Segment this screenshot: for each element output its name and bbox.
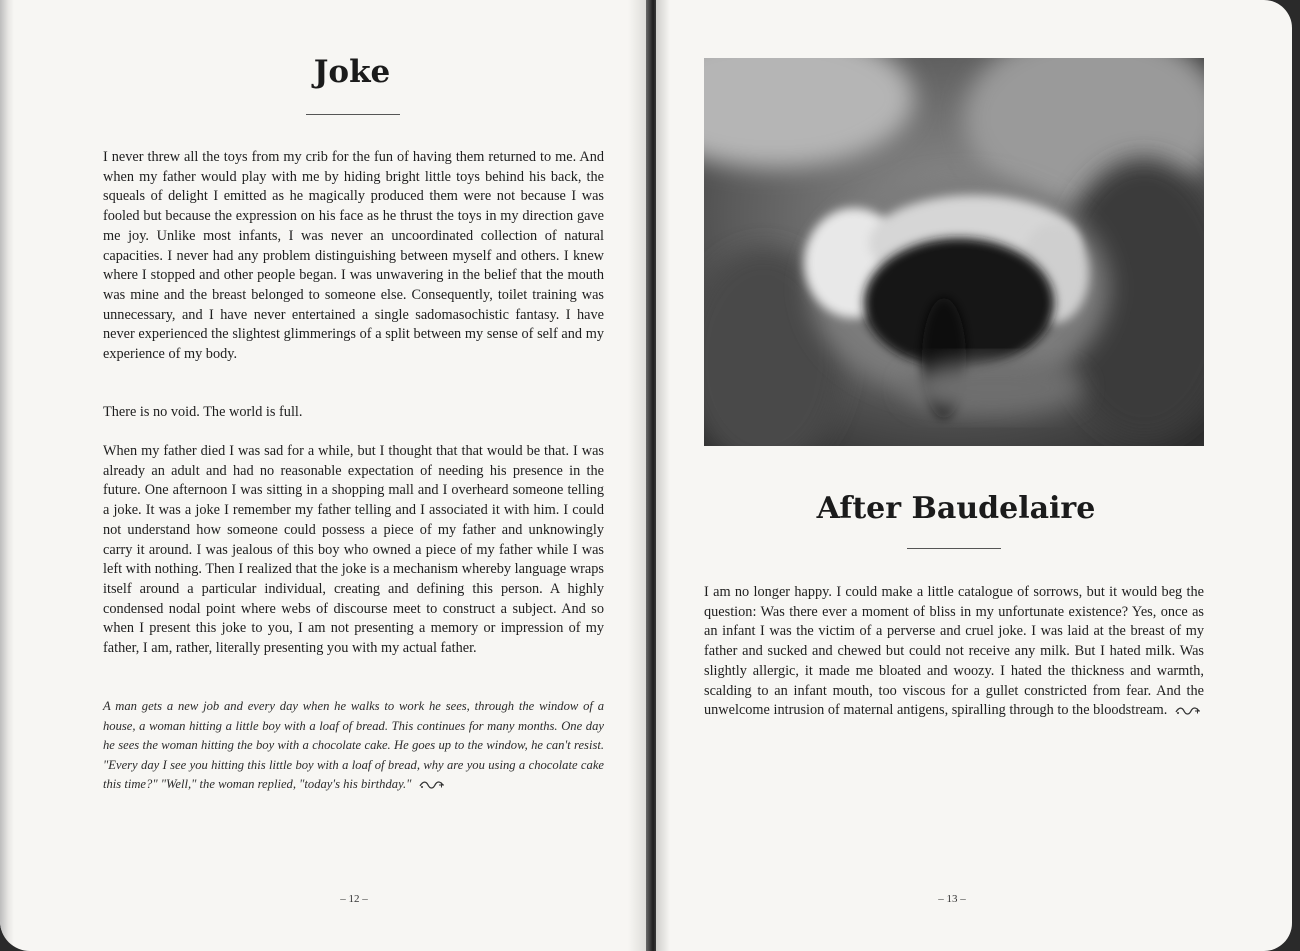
page-number: – 12 –	[340, 893, 368, 905]
joke-text-body: A man gets a new job and every day when he walks to work he sees, through the window of a house, a woman hitting a little boy with a loaf of bread. This continues for many months. One day he sees the woman hitting the boy with a chocolate cake. He goes up to the window, he can't resist. "Every day I see you hitting this little boy with a loaf of bread, why are you using a chocolate cake this time?" "Well," the woman replied, "today's his birthday."	[103, 699, 604, 792]
ornament-end-icon	[1175, 706, 1201, 716]
right-page	[656, 0, 1292, 951]
title-divider	[907, 548, 1001, 549]
blurred-mouth-photo	[704, 58, 1204, 446]
page-title: Joke	[313, 54, 391, 90]
joke-text	[103, 697, 604, 795]
page-title: After Baudelaire	[816, 491, 1096, 526]
body-paragraph: I never threw all the toys from my crib for the fun of having them returned to me. And when my father would play with me by hiding bright little toys behind his back, the squeals of delight I emitted as he magically produced them were not because I was fooled but because the expression on his face as he thrust the toys in my direction gave me joy. Unlike most infants, I was never an uncoordinated collection of natural capacities. I never had any problem distinguishing between myself and others. I knew where I stopped and other people began. I was unwavering in the belief that the mouth was mine and the breast belonged to someone else. Consequently, toilet training was unnecessary, and I have never entertained a single sadomasochistic fantasy. I have never experienced the slightest glimmerings of a split between my sense of self and my experience of my body.	[103, 149, 604, 363]
body-paragraph-text: I am no longer happy. I could make a little catalogue of sorrows, but it would beg the question: Was there ever a moment of bliss in my unfortunate existence? Yes, once as an infant I was the victim of a perverse and cruel joke. I was laid at the breast of my father and sucked and chewed but could not receive any milk. But I hated milk. Was slightly allergic, it made me bloated and woozy. I hated the thickness and warmth, scalding to an infant mouth, too viscous for a gullet constricted from fear. And the unwelcome intrusion of maternal antigens, spiralling through to the bloodstream.	[704, 584, 1204, 719]
title-divider	[306, 114, 400, 115]
page-number: – 13 –	[938, 893, 966, 905]
body-paragraph	[704, 583, 1204, 721]
ornament-end-icon	[419, 780, 445, 790]
body-paragraph: When my father died I was sad for a while, but I thought that that would be that. I was already an adult and had no reasonable expectation of needing his presence in the future. One afternoon I was sitting in a shopping mall and I overheard someone telling a joke. It was a joke I remember my father telling and I associated it with him. I could not understand how someone could possess a piece of my father and unknowingly carry it around. I was jealous of this boy who owned a piece of my father while I was left with nothing. Then I realized that the joke is a mechanism whereby language wraps itself around a particular individual, creating and defining this person. A highly condensed nodal point where webs of discourse meet to construct a subject. And so when I present this joke to you, I am not presenting a memory or impression of my father, I am, rather, literally presenting you with my actual father.	[103, 443, 604, 657]
body-paragraph: There is no void. The world is full.	[103, 404, 303, 420]
